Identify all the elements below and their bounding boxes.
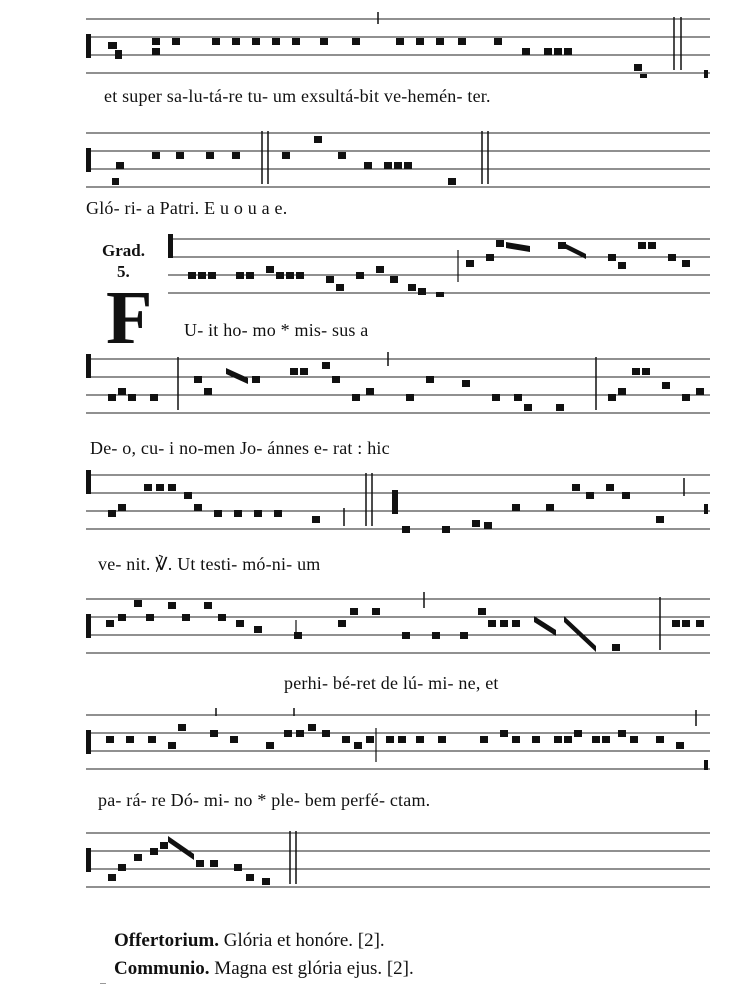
gradual-label: Grad. [102, 241, 145, 260]
staff-1-notation [86, 12, 710, 78]
staff-7-notation [86, 708, 710, 774]
staff-4 [86, 352, 710, 418]
gradual-mode: 5. [117, 262, 130, 281]
staff-6 [86, 592, 710, 658]
staff-2-notation [86, 126, 710, 192]
communio-title: Communio. [114, 958, 210, 979]
staff-2 [86, 126, 710, 192]
lyrics-line-5: ve- nit. ℣. Ut testi- mó-ni- um [98, 554, 321, 574]
drop-cap-initial: F [106, 276, 153, 360]
lyrics-line-1: et super sa-lu-tá-re tu- um exsultá-bit ve-hemén- ter. [104, 86, 491, 106]
lyrics-line-4: De- o, cu- i no-men Jo- ánnes e- rat : hic [90, 438, 390, 458]
lyrics-line-3: U- it ho- mo * mis- sus a [184, 320, 369, 340]
staff-3-notation [168, 232, 710, 298]
staff-7 [86, 708, 710, 774]
lyrics-line-6: perhi- bé-ret de lú- mi- ne, et [284, 673, 499, 693]
staff-5-notation [86, 468, 710, 534]
staff-6-notation [86, 592, 710, 658]
staff-8 [86, 826, 710, 892]
lyrics-line-2: Gló- ri- a Patri. E u o u a e. [86, 198, 288, 218]
communio-line [114, 958, 414, 980]
communio-text: Magna est glória ejus. [2]. [214, 958, 414, 979]
staff-4-notation [86, 352, 710, 418]
staff-3 [168, 232, 710, 298]
staff-1 [86, 12, 710, 78]
offertorium-text: Glória et honóre. [2]. [223, 930, 385, 951]
staff-8-notation [86, 826, 710, 892]
offertorium-line [114, 930, 385, 952]
page-mark [100, 983, 106, 984]
staff-5 [86, 468, 710, 534]
offertorium-title: Offertorium. [114, 930, 219, 951]
lyrics-line-7: pa- rá- re Dó- mi- no * ple- bem perfé- ctam. [98, 790, 431, 810]
